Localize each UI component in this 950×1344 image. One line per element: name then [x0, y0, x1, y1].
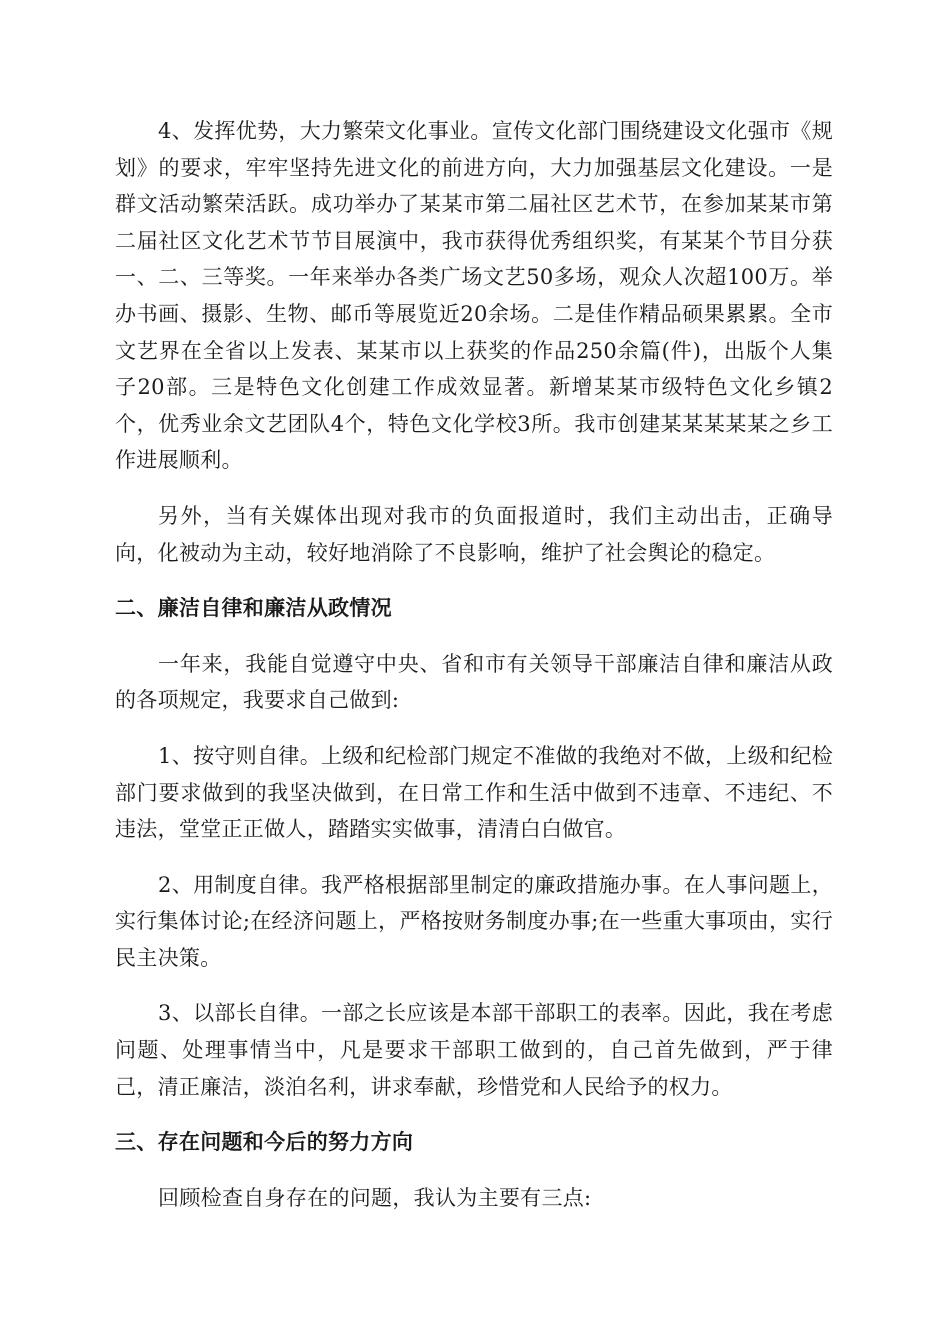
document-body	[115, 113, 833, 1235]
paragraph-problems-intro: 回顾检查自身存在的问题，我认为主要有三点:	[158, 1185, 592, 1210]
paragraph-media-response: 另外，当有关媒体出现对我市的负面报道时，我们主动出击，正确导向，化被动为主动，较好地消除了不良影响，维护了社会舆论的稳定。	[115, 503, 833, 565]
section-heading-problems: 三、存在问题和今后的努力方向	[115, 1130, 414, 1155]
paragraph-system-discipline: 2、用制度自律。我严格根据部里制定的廉政措施办事。在人事问题上，实行集体讨论;在经济问题上，严格按财务制度办事;在一些重大事项由，实行民主决策。	[115, 872, 833, 970]
paragraph-rule-discipline: 1、按守则自律。上级和纪检部门规定不准做的我绝对不做，上级和纪检部门要求做到的我坚决做到，在日常工作和生活中做到不违章、不违纪、不违法，堂堂正正做人，踏踏实实做事，清清白白做官。	[115, 743, 833, 842]
section-heading-integrity: 二、廉洁自律和廉洁从政情况	[115, 596, 392, 621]
paragraph-culture-prosperity: 4、发挥优势，大力繁荣文化事业。宣传文化部门围绕建设文化强市《规划》的要求，牢牢坚持先进文化的前进方向，大力加强基层文化建设。一是群文活动繁荣活跃。成功举办了某某市第二届社区艺术节，在参加某某市第二届社区文化艺术节节目展演中，我市获得优秀组织奖，有某某个节目分获一、二、三等奖。一年来举办各类广场文艺50多场，观众人次超100万。举办书画、摄影、生物、邮币等展览近20余场。二是佳作精品硕果累累。全市文艺界在全省以上发表、某某市以上获奖的作品250余篇(件)，出版个人集子20部。三是特色文化创建工作成效显著。新增某某市级特色文化乡镇2个，优秀业余文艺团队4个，特色文化学校3所。我市创建某某某某某之乡工作进展顺利。	[115, 119, 833, 473]
paragraph-leader-discipline: 3、以部长自律。一部之长应该是本部干部职工的表率。因此，我在考虑问题、处理事情当中，凡是要求干部职工做到的，自己首先做到，严于律己，清正廉洁，淡泊名利，讲求奉献，珍惜党和人民给予的权力。	[115, 1001, 833, 1099]
paragraph-integrity-intro: 一年来，我能自觉遵守中央、省和市有关领导干部廉洁自律和廉洁从政的各项规定，我要求自己做到:	[115, 651, 833, 713]
